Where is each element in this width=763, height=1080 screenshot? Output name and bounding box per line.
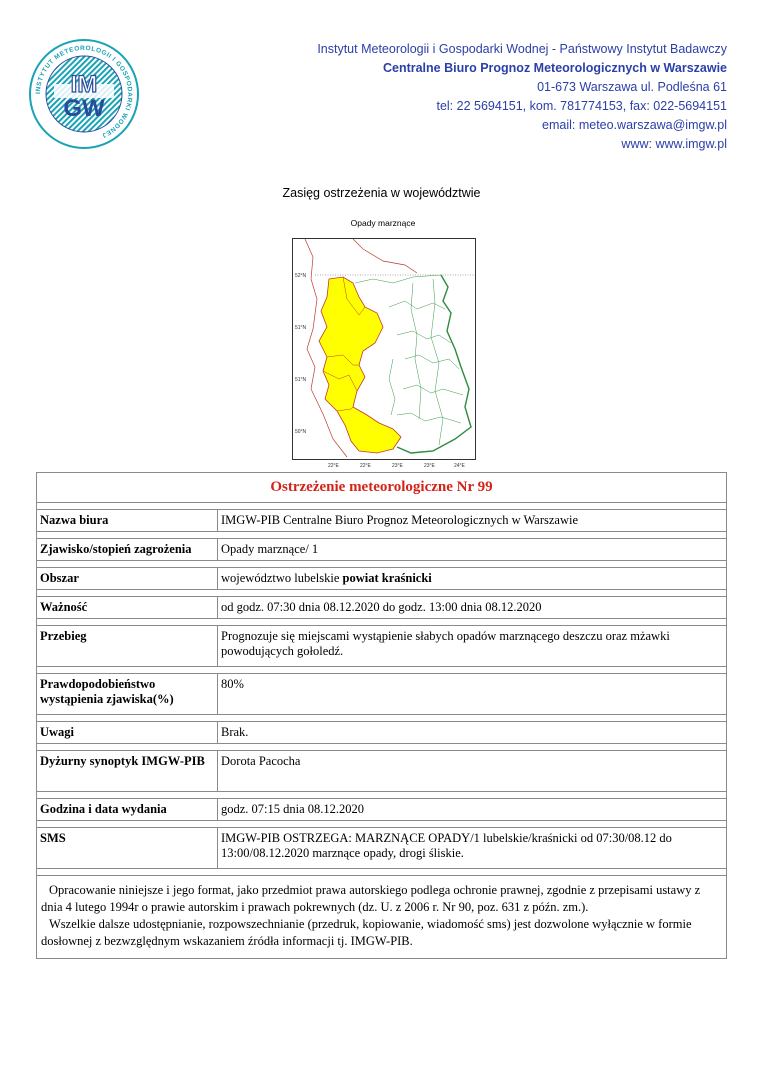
row-value xyxy=(218,568,727,590)
lat-tick-1: 52°N xyxy=(295,273,307,279)
lon-tick-3: 23°E xyxy=(392,463,403,469)
row-value: IMGW-PIB OSTRZEGA: MARZNĄCE OPADY/1 lubelskie/kraśnicki od 07:30/08.12 do 13:00/08.12.2020 marznące opady, drogi śliskie. xyxy=(218,828,727,869)
usage-text: Wszelkie dalsze udostępnianie, rozpowszechnianie (przedruk, kopiowanie, wiadomość sms) jest dozwolone wyłącznie w formie dosłownej z bezwzględnym wskazaniem źródła informacji tj. IMGW-PIB. xyxy=(41,917,692,948)
warning-title: Ostrzeżenie meteorologiczne Nr 99 xyxy=(37,473,727,503)
website[interactable]: www: www.imgw.pl xyxy=(621,137,727,151)
row-label: Uwagi xyxy=(37,722,218,744)
institute-header xyxy=(317,40,727,154)
row-value: Brak. xyxy=(218,722,727,744)
row-area xyxy=(37,568,727,590)
lat-tick-2: 51°N xyxy=(295,325,307,331)
lat-tick-3: 51°N xyxy=(295,377,307,383)
row-office xyxy=(37,510,727,532)
row-validity xyxy=(37,597,727,619)
row-label: Prawdopodobieństwo wystąpienia zjawiska(%) xyxy=(37,674,218,715)
office-name: Centralne Biuro Prognoz Meteorologicznych w Warszawie xyxy=(382,61,727,75)
copyright-cell xyxy=(37,876,727,959)
warning-map xyxy=(288,218,478,470)
logo-ring-text: INSTYTUT METEOROLOGII I GOSPODARKI WODNEJ xyxy=(34,44,134,139)
area-region: województwo lubelskie xyxy=(221,571,343,585)
logo-text-bottom: GW xyxy=(63,95,105,122)
map-frame xyxy=(292,238,476,460)
row-value: godz. 07:15 dnia 08.12.2020 xyxy=(218,799,727,821)
institute-name: Instytut Meteorologii i Gospodarki Wodnej - Państwowy Instytut Badawczy xyxy=(317,42,727,56)
row-label: Nazwa biura xyxy=(37,510,218,532)
warning-table xyxy=(36,472,727,959)
row-label: Ważność xyxy=(37,597,218,619)
row-course xyxy=(37,626,727,667)
row-probability xyxy=(37,674,727,715)
row-label: Przebieg xyxy=(37,626,218,667)
row-label: Zjawisko/stopień zagrożenia xyxy=(37,539,218,561)
logo-text-top: IM xyxy=(70,71,98,98)
row-value: Prognozuje się miejscami wystąpienie słabych opadów marznącego deszczu oraz mżawki powodujących gołoledź. xyxy=(218,626,727,667)
row-label: SMS xyxy=(37,828,218,869)
row-label: Dyżurny synoptyk IMGW-PIB xyxy=(37,751,218,792)
row-phenomenon xyxy=(37,539,727,561)
email[interactable]: email: meteo.warszawa@imgw.pl xyxy=(542,118,727,132)
row-sms xyxy=(37,828,727,869)
address: 01-673 Warszawa ul. Podleśna 61 xyxy=(537,80,727,94)
row-remarks xyxy=(37,722,727,744)
map-section-title: Zasięg ostrzeżenia w województwie xyxy=(282,186,481,200)
row-value: IMGW-PIB Centralne Biuro Prognoz Meteorologicznych w Warszawie xyxy=(218,510,727,532)
copyright-footer xyxy=(37,876,727,959)
row-label: Godzina i data wydania xyxy=(37,799,218,821)
lon-tick-2: 22°E xyxy=(360,463,371,469)
row-forecaster xyxy=(37,751,727,792)
row-value: 80% xyxy=(218,674,727,715)
phone: tel: 22 5694151, kom. 781774153, fax: 022-5694151 xyxy=(436,99,727,113)
row-label: Obszar xyxy=(37,568,218,590)
lat-tick-4: 50°N xyxy=(295,429,307,435)
row-value: od godz. 07:30 dnia 08.12.2020 do godz. 13:00 dnia 08.12.2020 xyxy=(218,597,727,619)
row-value: Dorota Pacocha xyxy=(218,751,727,792)
lon-tick-4: 23°E xyxy=(424,463,435,469)
row-value: Opady marznące/ 1 xyxy=(218,539,727,561)
lon-tick-1: 22°E xyxy=(328,463,339,469)
row-issued xyxy=(37,799,727,821)
imgw-logo xyxy=(28,38,140,150)
map-title: Opady marznące xyxy=(350,218,416,228)
copyright-text: Opracowanie niniejsze i jego format, jako przedmiot prawa autorskiego podlega ochronie prawnej, zgodnie z przepisami ustawy z dnia 4 lutego 1994r o prawie autorskim i prawach pokrewnych (dz. U. z 2006 r. Nr 90, poz. 631 z późn. zm.). xyxy=(41,883,701,914)
lon-tick-5: 24°E xyxy=(454,463,465,469)
area-county: powiat kraśnicki xyxy=(342,571,432,585)
